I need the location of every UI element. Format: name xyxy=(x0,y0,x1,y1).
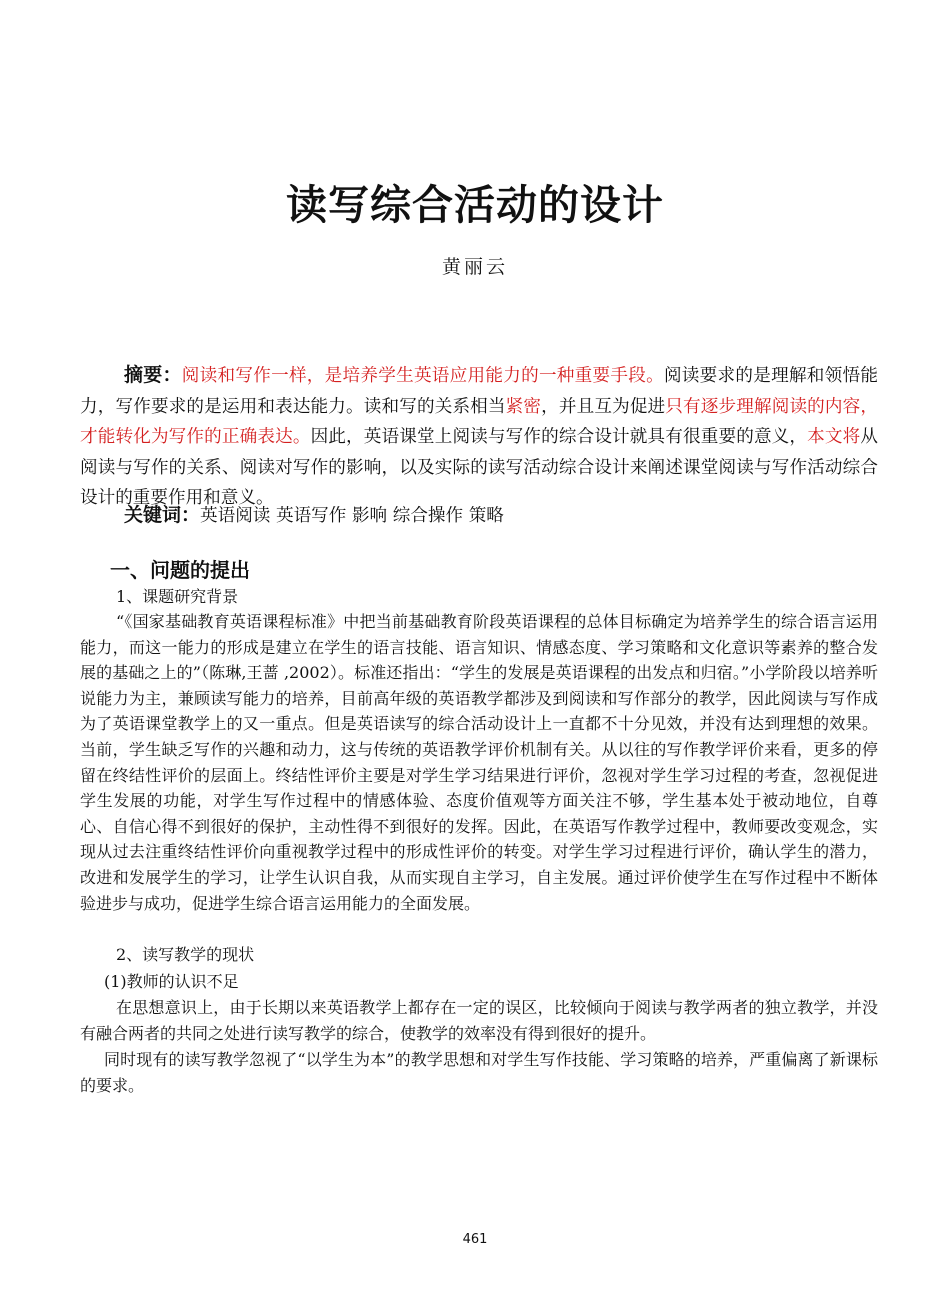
abstract-text-1: 阅读要求的是理解和领悟能力，写作要求的是运用和表达能力。读和写的关系相当 xyxy=(80,366,878,417)
abstract-highlight-2: 紧密 xyxy=(505,396,542,417)
keywords xyxy=(80,500,878,531)
abstract-highlight-1: 阅读和写作一样，是培养学生英语应用能力的一种重要手段。 xyxy=(181,366,664,386)
paragraph-background: “《国家基础教育英语课程标准》中把当前基础教育阶段英语课程的总体目标确定为培养学生的综合语言运用能力，而这一能力的形成是建立在学生的语言技能、语言知识、情感态度、学习策略和文化意识等素养的整合发展的基础之上的”（陈琳,王蔷 ,2002）。标准还指出：“学生的发展是英语课程的出发点和归宿。”小学阶段以培养听说能力为主，兼顾读写能力的培养，目前高年级的英语教学都涉及到阅读和写作部分的教学，因此阅读与写作成为了英语课堂教学上的又一重点。但是英语读写的综合活动设计上一直都不十分见效，并没有达到理想的效果。当前，学生缺乏写作的兴趣和动力，这与传统的英语教学评价机制有关。从以往的写作教学评价来看，更多的停留在终结性评价的层面上。终结性评价主要是对学生学习结果进行评价，忽视对学生学习过程的考查，忽视促进学生发展的功能，对学生写作过程中的情感体验、态度价值观等方面关注不够，学生基本处于被动地位，自尊心、自信心得不到很好的保护，主动性得不到很好的发挥。因此，在英语写作教学过程中，教师要改变观念，实现从过去注重终结性评价向重视教学过程中的形成性评价的转变。对学生学习过程进行评价，确认学生的潜力，改进和发展学生的学习，让学生认识自我，从而实现自主学习，自主发展。通过评价使学生在写作过程中不断体验进步与成功，促进学生综合语言运用能力的全面发展。 xyxy=(80,612,878,913)
abstract-highlight-4: 本文将 xyxy=(807,427,861,447)
abstract-text-3: 因此，英语课堂上阅读与写作的综合设计就具有很重要的意义， xyxy=(310,427,808,447)
paragraph-current-teaching: 同时现有的读写教学忽视了“以学生为本”的教学思想和对学生写作技能、学习策略的培养，严重偏离了新课标的要求。 xyxy=(80,1050,878,1095)
abstract-highlight-3: 只有逐步理解阅读的内容，才能转化为写作的正确表达。 xyxy=(80,396,878,447)
keywords-text: 英语阅读 英语写作 影响 综合操作 策略 xyxy=(200,506,504,526)
abstract xyxy=(80,360,878,514)
abstract-label: 摘要： xyxy=(124,364,182,386)
abstract-text-4: 从阅读与写作的关系、阅读对写作的影响，以及实际的读写活动综合设计来阐述课堂阅读与写作活动综合设计的重要作用和意义。 xyxy=(80,427,878,508)
keywords-label: 关键词： xyxy=(124,504,201,526)
paper-title: 读写综合活动的设计 xyxy=(286,181,664,229)
subsection-heading-1: 1、课题研究背景 xyxy=(116,587,239,606)
page-number: 461 xyxy=(462,1232,488,1247)
author-name: 黄丽云 xyxy=(441,256,508,278)
subsection-heading-2: 2、读写教学的现状 xyxy=(116,945,255,964)
abstract-text-2: ，并且互为促进 xyxy=(541,396,666,417)
section-heading: 一、问题的提出 xyxy=(110,558,250,582)
paragraph-teacher-awareness: 在思想意识上，由于长期以来英语教学上都存在一定的误区，比较倾向于阅读与教学两者的独立教学，并没有融合两者的共同之处进行读写教学的综合，使教学的效率没有得到很好的提升。 xyxy=(80,998,878,1043)
subsection-heading-2-1: (1)教师的认识不足 xyxy=(104,972,239,991)
